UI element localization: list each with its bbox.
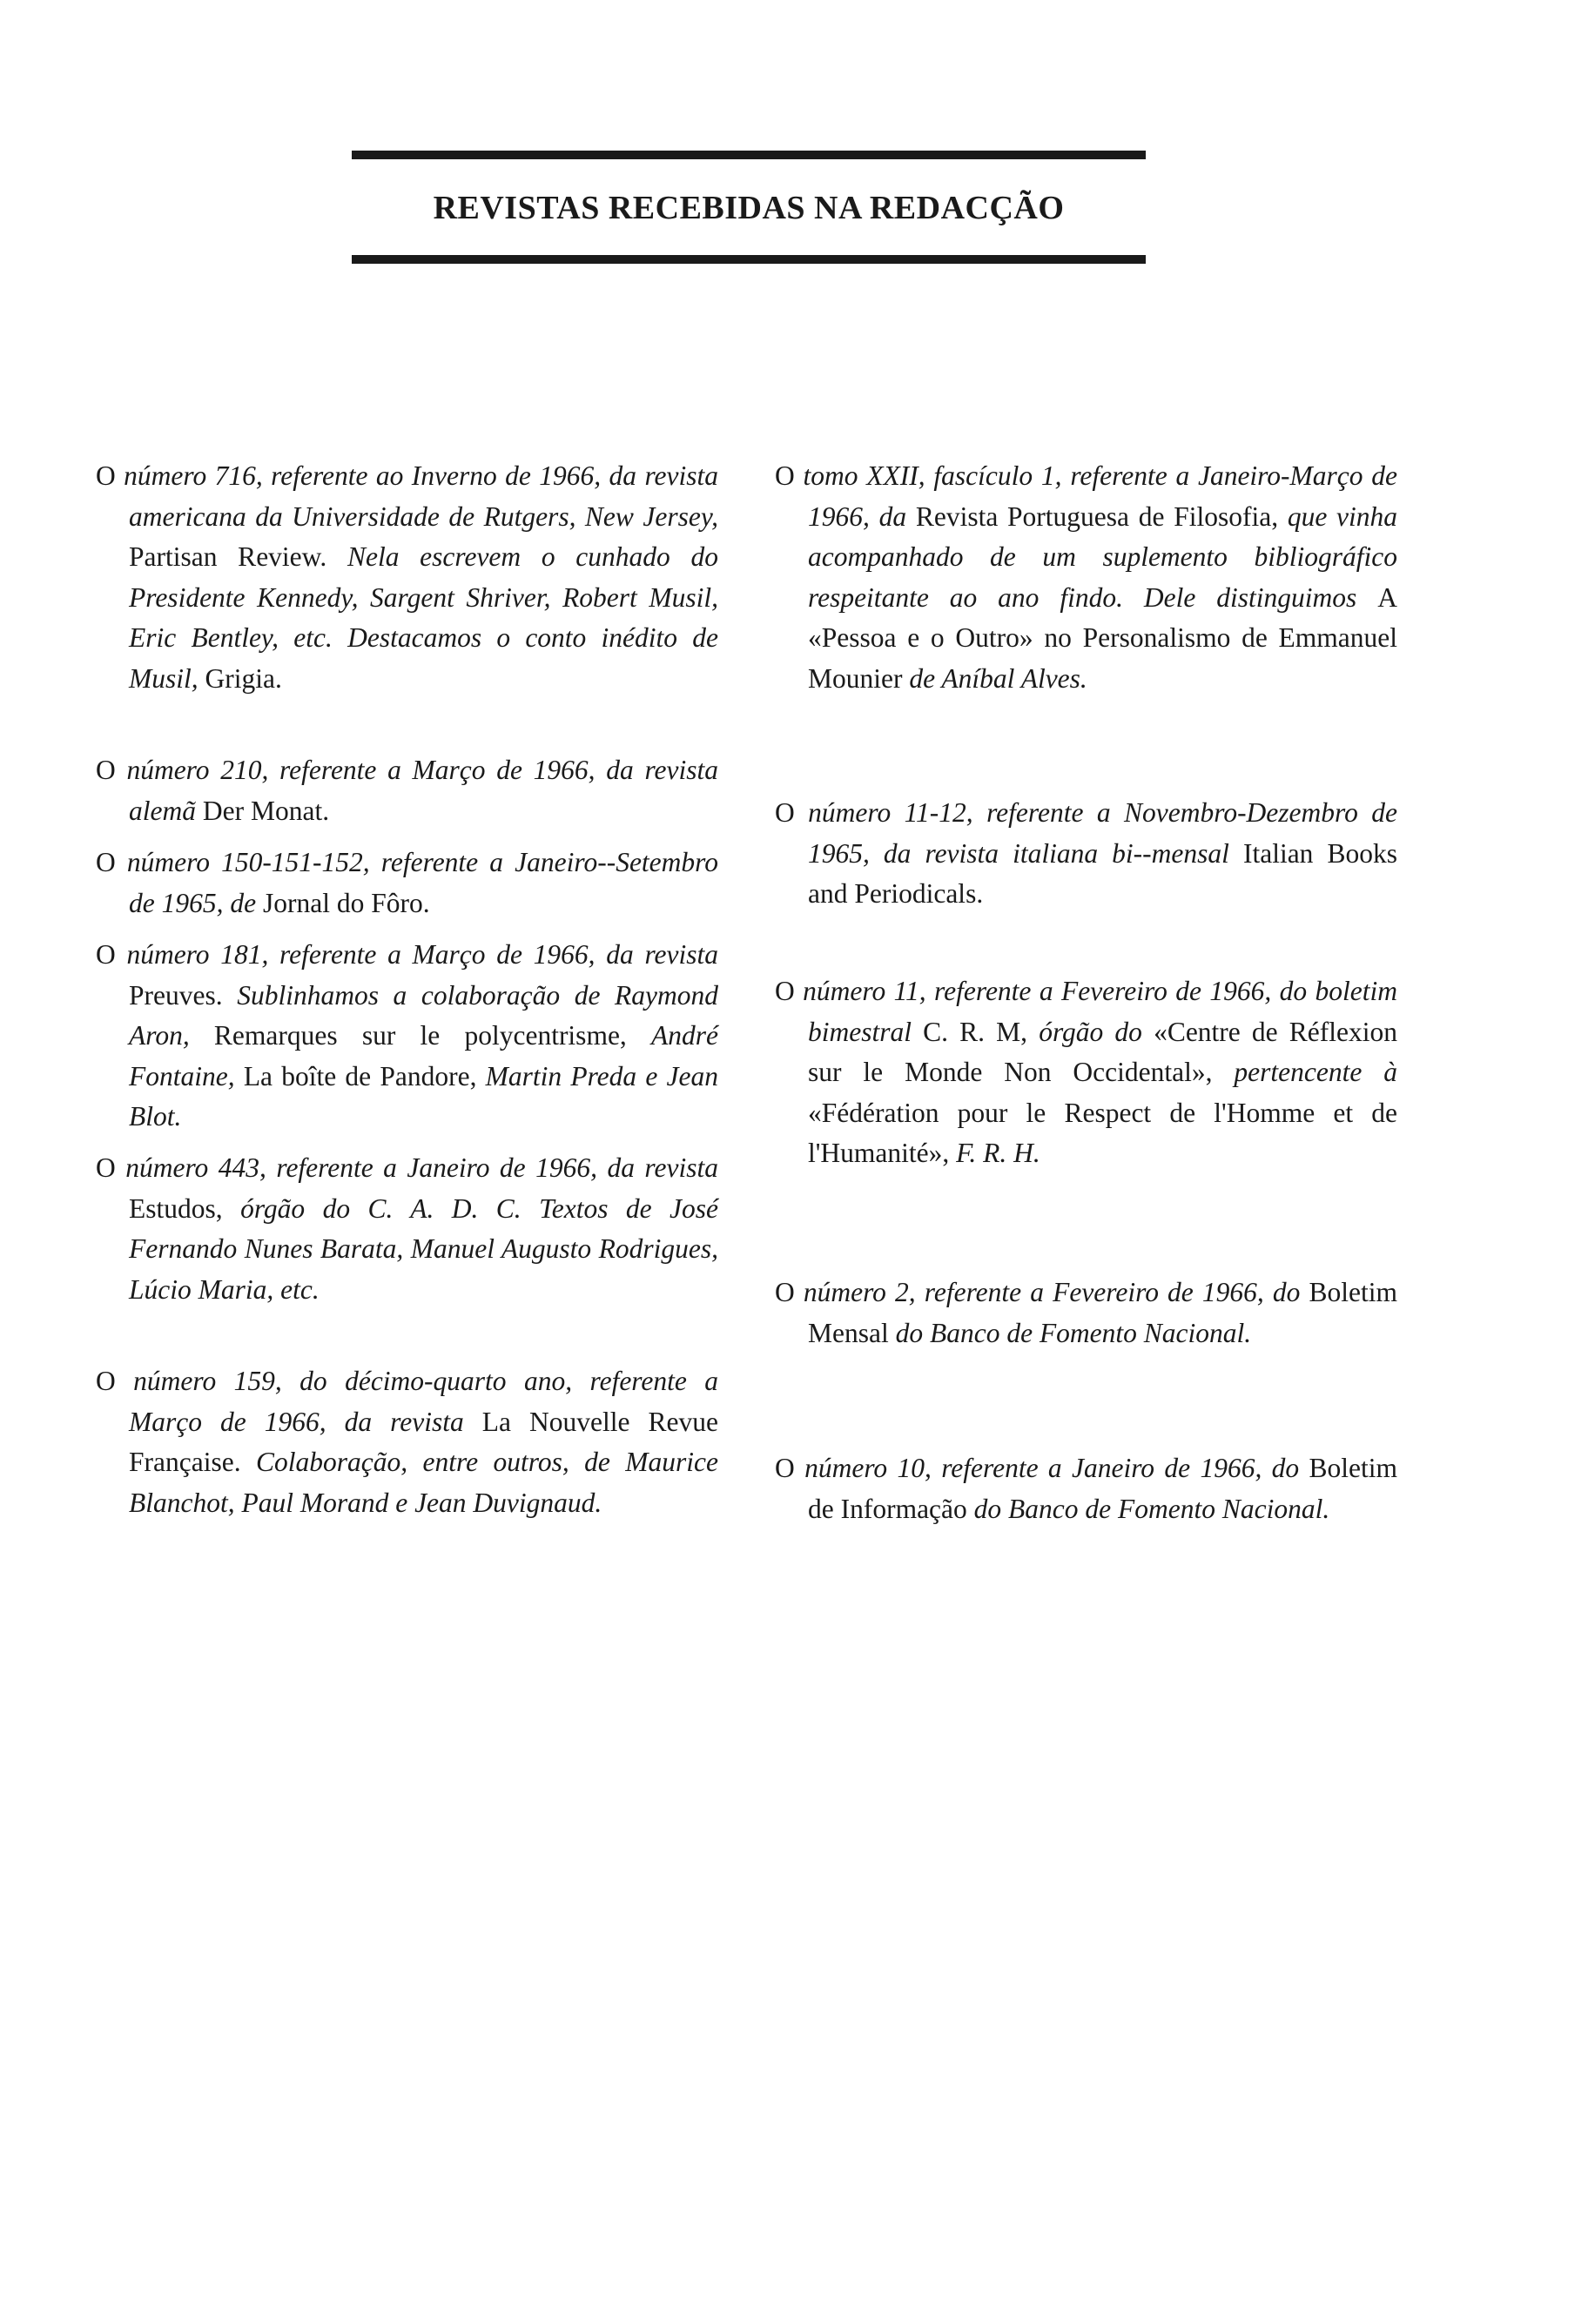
entry-roman-text: O [96, 939, 127, 970]
entry-roman-text: C. R. M, [923, 1016, 1040, 1047]
entry-roman-text: A «Pessoa e o Outro» no Personalismo de Emmanuel Mounier [808, 581, 1397, 694]
page-title: REVISTAS RECEBIDAS NA REDACÇÃO [433, 190, 1065, 226]
header-rule-bottom [352, 255, 1146, 264]
entry-roman-text: O [775, 797, 809, 828]
entry-partisan-review [96, 456, 718, 699]
entry-boletim-mensal [775, 1273, 1397, 1353]
entry-italic-text: do Banco de Fomento Nacional. [895, 1317, 1252, 1348]
entry-italic-text: Sublinhamos a colaboração de Raymond Aron, [129, 979, 719, 1051]
entry-estudos [96, 1148, 718, 1310]
entry-roman-text: O [96, 1152, 126, 1183]
entry-preuves [96, 935, 718, 1138]
entry-italic-text: pertencente à [1234, 1057, 1397, 1087]
entry-italic-text: F. R. H. [956, 1138, 1040, 1168]
entry-italic-text: de Aníbal Alves. [909, 662, 1087, 694]
entry-nouvelle-revue-francaise [96, 1361, 718, 1523]
entry-roman-text: Boletim Mensal [808, 1277, 1397, 1348]
entry-roman-text: La boîte de Pandore, [243, 1060, 486, 1091]
entry-italic-text: número 159, do décimo-quarto ano, referente a Março de 1966, da revista [129, 1366, 719, 1437]
entry-boletim-informacao [775, 1448, 1397, 1529]
entry-italic-text: número 11, referente a Fevereiro de 1966, do boletim bimestral [803, 976, 1398, 1047]
entry-roman-text: O [96, 460, 124, 491]
entry-italic-text: Colaboração, entre outros, de Maurice Blanchot, Paul Morand e Jean Duvignaud. [129, 1447, 718, 1518]
entry-italic-text: Nela escrevem o cunhado do Presidente Kennedy, Sargent Shriver, Robert Musil, Eric Bentley, etc. Destacamos o conto inédito de Musil, [129, 541, 718, 694]
entry-roman-text: Jornal do Fôro. [262, 887, 430, 918]
entry-der-monat [96, 750, 718, 831]
entry-roman-text: Remarques sur le polycentrisme, [213, 1020, 652, 1051]
entry-roman-text: Grigia. [205, 662, 282, 694]
entry-italic-text: número 10, referente a Janeiro de 1966, do [804, 1453, 1309, 1483]
entry-roman-text: O [775, 1453, 805, 1483]
entry-jornal-do-foro [96, 843, 718, 924]
entry-roman-text: O [96, 847, 127, 877]
entry-italic-text: órgão do [1039, 1016, 1154, 1047]
entry-italic-text: número 181, referente a Março de 1966, da revista [126, 939, 719, 970]
entry-crm-boletim [775, 971, 1397, 1174]
entry-roman-text: Der Monat. [202, 795, 330, 826]
entry-italic-text: número 443, referente a Janeiro de 1966, da revista [125, 1152, 718, 1183]
entry-roman-text: «Fédération pour le Respect de l'Homme et de l'Humanité», [808, 1097, 1397, 1168]
entry-italic-text: André Fontaine, [129, 1020, 718, 1091]
entry-roman-text: O [775, 976, 804, 1006]
entry-italic-text: número 150-151-152, referente a Janeiro--Setembro de 1965, de [126, 847, 718, 918]
entry-italian-books [775, 793, 1397, 915]
entry-italic-text: número 2, referente a Fevereiro de 1966, do [803, 1277, 1309, 1307]
entry-roman-text: Estudos, [129, 1192, 241, 1224]
entry-roman-text: La Nouvelle Revue Française. [129, 1406, 718, 1477]
entry-italic-text: do Banco de Fomento Nacional. [973, 1493, 1330, 1524]
entry-italic-text: número 11-12, referente a Novembro-Dezembro de 1965, da revista italiana bi--mensal [808, 797, 1398, 869]
entry-roman-text: Revista Portuguesa de Filosofia, [915, 500, 1288, 532]
entry-roman-text: O [96, 755, 127, 785]
entry-roman-text: O [96, 1366, 134, 1396]
entry-roman-text: «Centre de Réflexion sur le Monde Non Occidental», [808, 1016, 1397, 1087]
entry-italic-text: que vinha acompanhado de um suplemento bibliográfico respeitante ao ano findo. Dele distinguimos [808, 500, 1398, 613]
entry-italic-text: órgão do C. A. D. C. Textos de José Fernando Nunes Barata, Manuel Augusto Rodrigues, Lúcio Maria, etc. [129, 1192, 718, 1305]
entry-italic-text: número 210, referente a Março de 1966, da revista alemã [126, 755, 719, 826]
entry-roman-text: Italian Books and Periodicals. [808, 837, 1398, 909]
entry-roman-text: Preuves. [129, 979, 238, 1011]
entry-roman-text: O [775, 460, 804, 491]
entry-revista-portuguesa-filosofia [775, 456, 1397, 699]
entry-italic-text: tomo XXII, fascículo 1, referente a Janeiro-Março de 1966, da [803, 460, 1397, 532]
entry-roman-text: Partisan Review. [129, 541, 347, 572]
entry-roman-text: O [775, 1277, 804, 1307]
entry-italic-text: número 716, referente ao Inverno de 1966, da revista americana da Universidade de Rutgers, New Jersey, [124, 460, 719, 532]
entry-italic-text: Martin Preda e Jean Blot. [129, 1060, 718, 1132]
header-rule-top [352, 151, 1146, 159]
entry-roman-text: Boletim de Informação [808, 1453, 1397, 1524]
